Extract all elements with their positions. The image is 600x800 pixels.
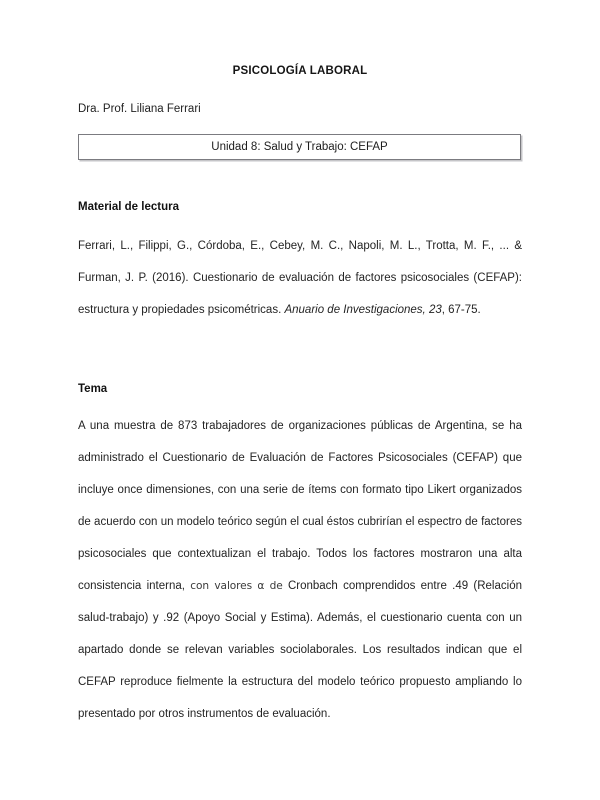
tema-text-part-1: A una muestra de 873 trabajadores de organizaciones públicas de Argentina, se ha administrado el Cuestionario de Evaluación de Factores Psicosociales (CEFAP) que incluye once dimensiones, con una serie de ítems con formato tipo Likert organizados de acuerdo con un modelo teórico según el cual éstos cubrirían el espectro de factores psicosociales que contextualizan el trabajo. Todos los factores mostraron una alta consistencia interna,	[78, 420, 522, 592]
citation-journal: Anuario de Investigaciones, 23	[284, 304, 442, 316]
citation-pages: , 67-75.	[441, 304, 481, 316]
document-content	[78, 0, 522, 730]
reading-citation	[78, 214, 522, 326]
section-heading-material-de-lectura: Material de lectura	[78, 201, 179, 213]
unit-title-box	[78, 134, 521, 160]
citation-authors-title: Ferrari, L., Filippi, G., Córdoba, E., Cebey, M. C., Napoli, M. L., Trotta, M. F., ... & Furman, J. P. (2016). Cuestionario de evaluación de factores psicosociales (CEFAP): estructura y propiedades psicométricas.	[78, 240, 522, 316]
section-heading-tema: Tema	[78, 383, 108, 395]
unit-title-label: Unidad 8: Salud y Trabajo: CEFAP	[211, 141, 388, 153]
tema-alpha-fragment: con valores α de	[184, 580, 283, 592]
author-line: Dra. Prof. Liliana Ferrari	[78, 103, 201, 115]
tema-paragraph	[78, 396, 522, 730]
page-title: PSICOLOGÍA LABORAL	[232, 65, 368, 77]
tema-text-part-2: Cronbach comprendidos entre .49 (Relación salud-trabajo) y .92 (Apoyo Social y Estima). Además, el cuestionario cuenta con un apartado donde se relevan variables sociolaborales. Los resultados indican que el CEFAP reproduce fielmente la estructura del modelo teórico propuesto ampliando lo presentado por otros instrumentos de evaluación.	[78, 580, 522, 720]
